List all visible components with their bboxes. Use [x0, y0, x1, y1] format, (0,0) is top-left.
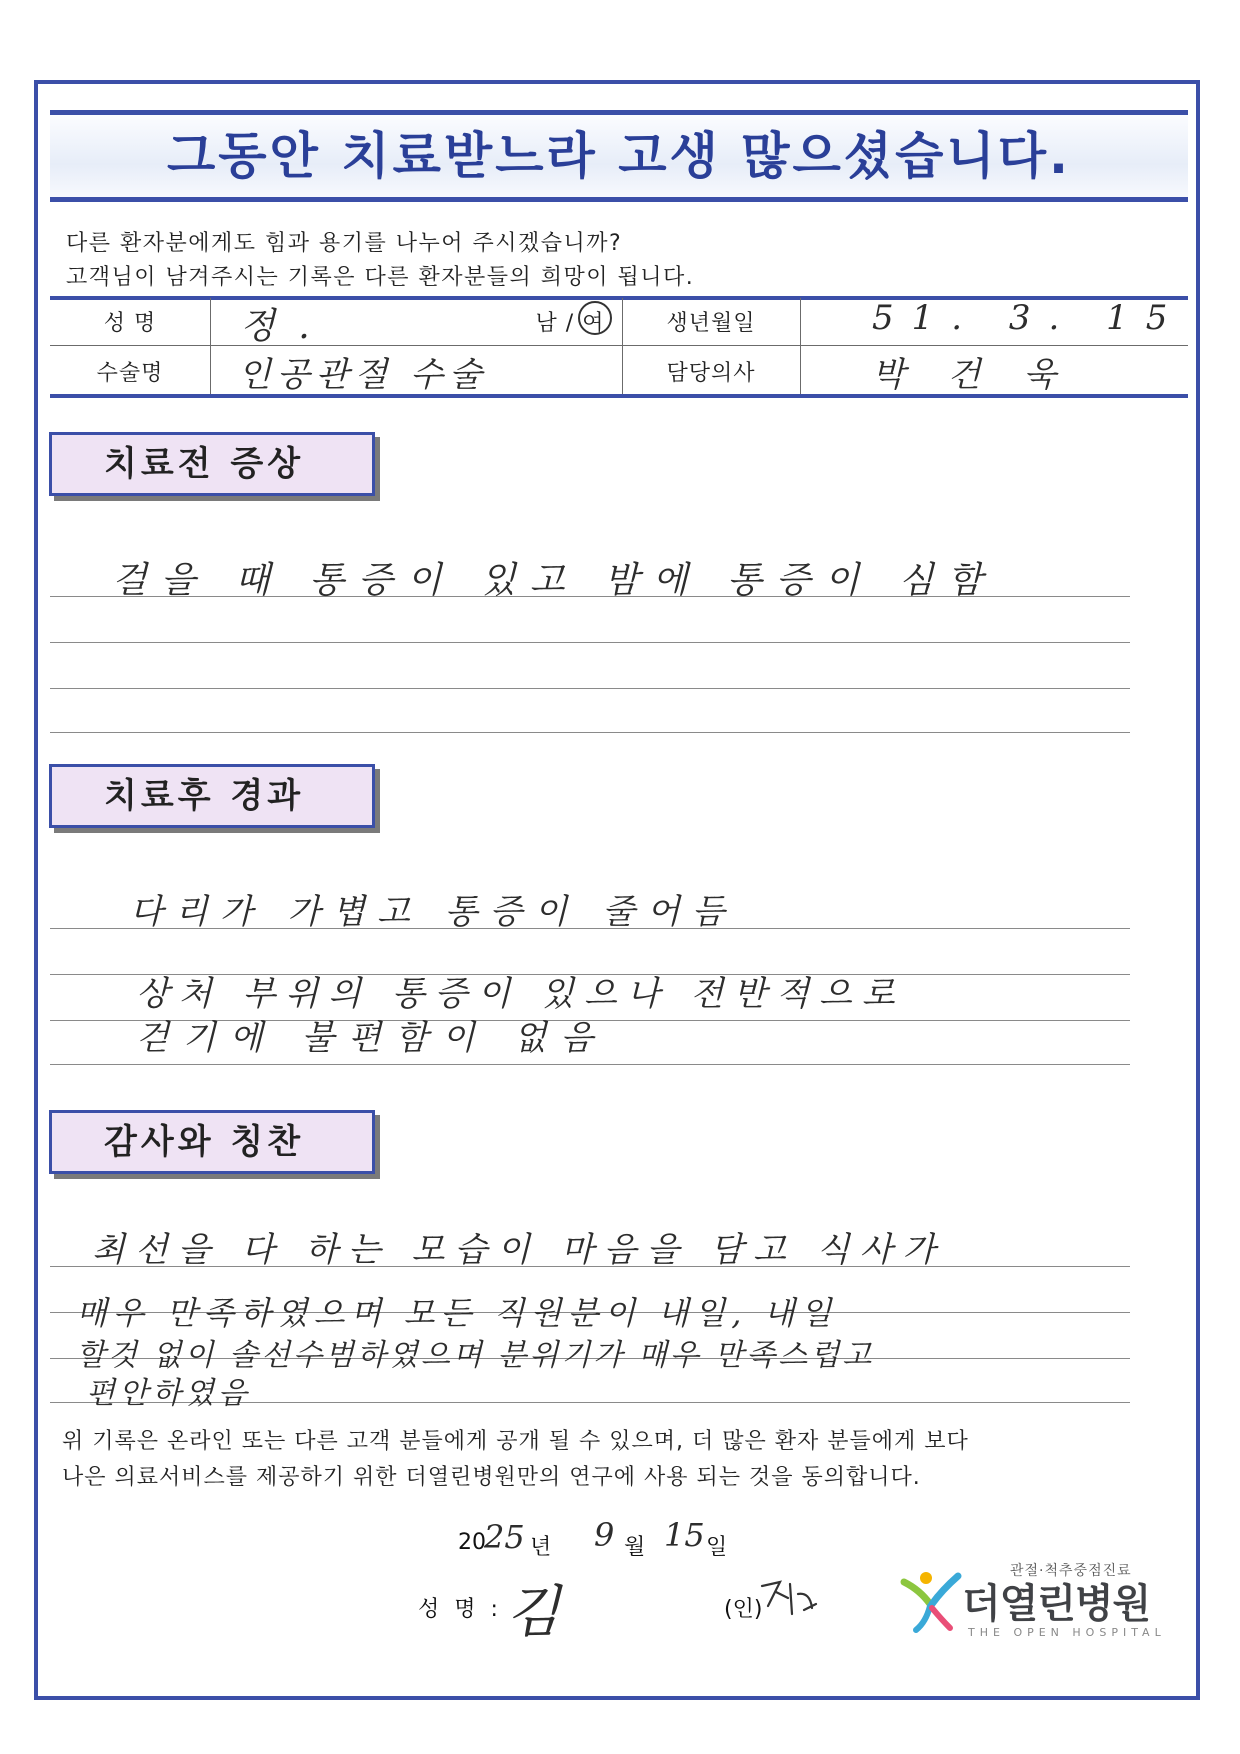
after-text-line-1: 다리가 가볍고 통증이 줄어듬 [130, 892, 737, 932]
hospital-logo-subtitle: 관절·척추중점진료 [1010, 1563, 1132, 1579]
section-after-header [49, 764, 375, 828]
section-before-header [49, 432, 375, 496]
doctor-label: 담당의사 [666, 361, 756, 386]
signature-name: 김 [506, 1580, 561, 1645]
section-after-title: 치료후 경과 [104, 776, 305, 816]
hospital-logo-icon [896, 1568, 966, 1638]
date-year-unit: 년 [530, 1535, 552, 1560]
gender-label: 남 / 여 [535, 311, 605, 336]
consent-line-1: 위 기록은 온라인 또는 다른 고객 분들에게 공개 될 수 있으며, 더 많은 환자 분들에게 보다 [62, 1429, 969, 1454]
section-thanks-title: 감사와 칭찬 [104, 1122, 305, 1162]
seal-label: (인) [724, 1597, 763, 1622]
thanks-text-line-4: 편안하였음 [86, 1376, 251, 1411]
intro-line-1: 다른 환자분에게도 힘과 용기를 나누어 주시겠습니까? [66, 231, 623, 256]
info-table-row-divider [50, 345, 1188, 346]
date-month: 9 [594, 1516, 615, 1554]
thanks-text-line-3: 할것 없이 솔선수범하였으며 분위기가 매우 만족스럽고 [76, 1338, 875, 1373]
date-month-unit: 월 [624, 1535, 646, 1560]
name-label: 성 명 [103, 311, 157, 336]
section-thanks-header [49, 1110, 375, 1174]
after-text-line-2: 상처 부위의 통증이 있으나 전반적으로 [136, 974, 905, 1014]
intro-line-2: 고객님이 남겨주시는 기록은 다른 환자분들의 희망이 됩니다. [66, 265, 695, 290]
hospital-logo-name: 더열린병원 [962, 1581, 1151, 1627]
date-day: 15 [664, 1516, 705, 1554]
gender-selection-circle [578, 301, 612, 335]
birth-label: 생년월일 [666, 311, 756, 336]
before-text-line-1: 걸을 때 통증이 있고 밤에 통증이 심함 [112, 560, 997, 601]
date-day-unit: 일 [706, 1535, 728, 1560]
doctor-value: 박 건 욱 [872, 355, 1073, 395]
surgery-value: 인공관절 수술 [238, 355, 488, 395]
writing-line [50, 642, 1130, 643]
info-table-col-divider [210, 298, 211, 394]
thanks-text-line-2: 매우 만족하였으며 모든 직원분이 내일, 내일 [76, 1294, 838, 1332]
writing-line [50, 1064, 1130, 1065]
seal-handwritten-mark [758, 1574, 818, 1624]
signature-label: 성 명 : [418, 1597, 502, 1622]
writing-line [50, 732, 1130, 733]
thanks-text-line-1: 최선을 다 하는 모습이 마음을 담고 식사가 [92, 1230, 946, 1270]
after-text-line-3: 걷기에 불편함이 없음 [136, 1018, 608, 1058]
date-year-prefix: 20 [458, 1530, 486, 1555]
hospital-logo-english: THE OPEN HOSPITAL [968, 1626, 1166, 1639]
birth-value: 51. 3. 15 [872, 298, 1186, 338]
section-before-title: 치료전 증상 [104, 444, 305, 484]
consent-line-2: 나은 의료서비스를 제공하기 위한 더열린병원만의 연구에 사용 되는 것을 동의합니다. [62, 1465, 921, 1490]
surgery-label: 수술명 [96, 361, 164, 386]
name-value: 정 . [240, 306, 316, 347]
writing-line [50, 688, 1130, 689]
info-table-col-divider [800, 298, 801, 394]
date-year: 25 [484, 1518, 525, 1556]
page-title: 그동안 치료받느라 고생 많으셨습니다. [166, 127, 1071, 185]
